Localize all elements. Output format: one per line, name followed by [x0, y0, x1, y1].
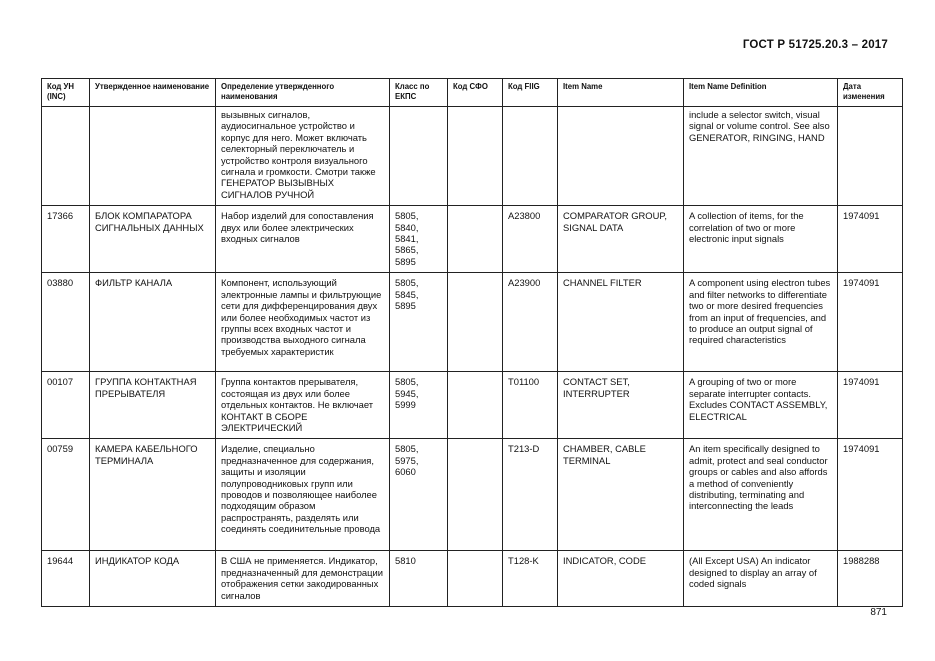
- cell-ekps-class: 5810: [390, 551, 448, 607]
- cell-ekps-class: [390, 107, 448, 206]
- cell-item-definition: include a selector switch, visual signal or volume control. See also GENERATOR, RINGING, HAND: [684, 107, 838, 206]
- cell-sfo-code: [448, 551, 503, 607]
- cell-inc-code: 19644: [42, 551, 90, 607]
- cell-approved-name: ИНДИКАТОР КОДА: [90, 551, 216, 607]
- cell-definition: Набор изделий для сопоставления двух или более электрических входных сигналов: [216, 206, 390, 273]
- table-row: [42, 439, 903, 551]
- table-header-row: [42, 79, 903, 107]
- cell-approved-name: ГРУППА КОНТАКТНАЯ ПРЕРЫВАТЕЛЯ: [90, 372, 216, 439]
- cell-item-definition: An item specifically designed to admit, protect and seal conductor groups or cables and also affords a method of conveniently distributing, terminating and interconnecting the leads: [684, 439, 838, 551]
- table-row: [42, 372, 903, 439]
- cell-item-name: CHAMBER, CABLE TERMINAL: [558, 439, 684, 551]
- cell-approved-name: ФИЛЬТР КАНАЛА: [90, 273, 216, 372]
- cell-sfo-code: [448, 273, 503, 372]
- page-number: 871: [870, 607, 887, 618]
- cell-definition: вызывных сигналов, аудиосигнальное устройство и корпус для него. Может включать селекторный переключатель и устройство контроля визуального сигнала и громкости. Смотри также ГЕНЕРАТОР ВЫЗЫВНЫХ СИГНАЛОВ РУЧНОЙ: [216, 107, 390, 206]
- column-header-item-name-definition: Item Name Definition: [684, 79, 838, 107]
- cell-definition: Компонент, использующий электронные лампы и фильтрующие сети для дифференцирования двух или более необходимых частот из группы всех входных частот и производства выходного сигнала требуемых характеристик: [216, 273, 390, 372]
- column-header-ekps-class: Класс по ЕКПС: [390, 79, 448, 107]
- cell-inc-code: [42, 107, 90, 206]
- cell-item-name: [558, 107, 684, 206]
- cell-item-name: COMPARATOR GROUP, SIGNAL DATA: [558, 206, 684, 273]
- cell-ekps-class: 5805, 5840, 5841, 5865, 5895: [390, 206, 448, 273]
- cell-ekps-class: 5805, 5845, 5895: [390, 273, 448, 372]
- cell-ekps-class: 5805, 5975, 6060: [390, 439, 448, 551]
- cell-item-definition: A grouping of two or more separate interrupter contacts. Excludes CONTACT ASSEMBLY, ELECTRICAL: [684, 372, 838, 439]
- table-row: [42, 551, 903, 607]
- cell-item-definition: A collection of items, for the correlation of two or more electronic input signals: [684, 206, 838, 273]
- cell-fiig-code: T01100: [503, 372, 558, 439]
- gost-classification-table: [41, 78, 903, 607]
- cell-item-definition: A component using electron tubes and filter networks to differentiate two or more desired frequencies from an input of frequencies, and to produce an output signal of required characteristics: [684, 273, 838, 372]
- column-header-sfo-code: Код СФО: [448, 79, 503, 107]
- table-row: [42, 206, 903, 273]
- column-header-item-name: Item Name: [558, 79, 684, 107]
- cell-change-date: 1974091: [838, 372, 903, 439]
- cell-sfo-code: [448, 439, 503, 551]
- cell-change-date: 1988288: [838, 551, 903, 607]
- cell-sfo-code: [448, 372, 503, 439]
- cell-sfo-code: [448, 107, 503, 206]
- cell-approved-name: [90, 107, 216, 206]
- cell-fiig-code: T213-D: [503, 439, 558, 551]
- cell-sfo-code: [448, 206, 503, 273]
- cell-approved-name: КАМЕРА КАБЕЛЬНОГО ТЕРМИНАЛА: [90, 439, 216, 551]
- column-header-change-date: Дата изменения: [838, 79, 903, 107]
- column-header-approved-name-definition: Определение утвержденного наименования: [216, 79, 390, 107]
- cell-fiig-code: T128-K: [503, 551, 558, 607]
- cell-change-date: 1974091: [838, 273, 903, 372]
- cell-ekps-class: 5805, 5945, 5999: [390, 372, 448, 439]
- cell-definition: Изделие, специально предназначенное для содержания, защиты и изоляции полупроводниковых групп или проводов и позволяющее наиболее подходящим образом распространять, разделять или соединять соединительные провода: [216, 439, 390, 551]
- cell-change-date: 1974091: [838, 439, 903, 551]
- cell-item-definition: (All Except USA) An indicator designed to display an array of coded signals: [684, 551, 838, 607]
- cell-inc-code: 03880: [42, 273, 90, 372]
- column-header-approved-name: Утвержденное наименование: [90, 79, 216, 107]
- table-row: [42, 107, 903, 206]
- column-header-inc-code: Код УН (INC): [42, 79, 90, 107]
- document-header-title: ГОСТ Р 51725.20.3 – 2017: [742, 39, 888, 51]
- cell-item-name: CONTACT SET, INTERRUPTER: [558, 372, 684, 439]
- cell-inc-code: 17366: [42, 206, 90, 273]
- cell-fiig-code: [503, 107, 558, 206]
- cell-item-name: CHANNEL FILTER: [558, 273, 684, 372]
- cell-definition: В США не применяется. Индикатор, предназначенный для демонстрации отображения сетки закодированных сигналов: [216, 551, 390, 607]
- cell-change-date: 1974091: [838, 206, 903, 273]
- column-header-fiig-code: Код FIIG: [503, 79, 558, 107]
- cell-inc-code: 00107: [42, 372, 90, 439]
- cell-fiig-code: A23900: [503, 273, 558, 372]
- cell-change-date: [838, 107, 903, 206]
- cell-fiig-code: A23800: [503, 206, 558, 273]
- cell-item-name: INDICATOR, CODE: [558, 551, 684, 607]
- cell-inc-code: 00759: [42, 439, 90, 551]
- cell-definition: Группа контактов прерывателя, состоящая из двух или более отдельных контактов. Не включает КОНТАКТ В СБОРЕ ЭЛЕКТРИЧЕСКИЙ: [216, 372, 390, 439]
- cell-approved-name: БЛОК КОМПАРАТОРА СИГНАЛЬНЫХ ДАННЫХ: [90, 206, 216, 273]
- table-row: [42, 273, 903, 372]
